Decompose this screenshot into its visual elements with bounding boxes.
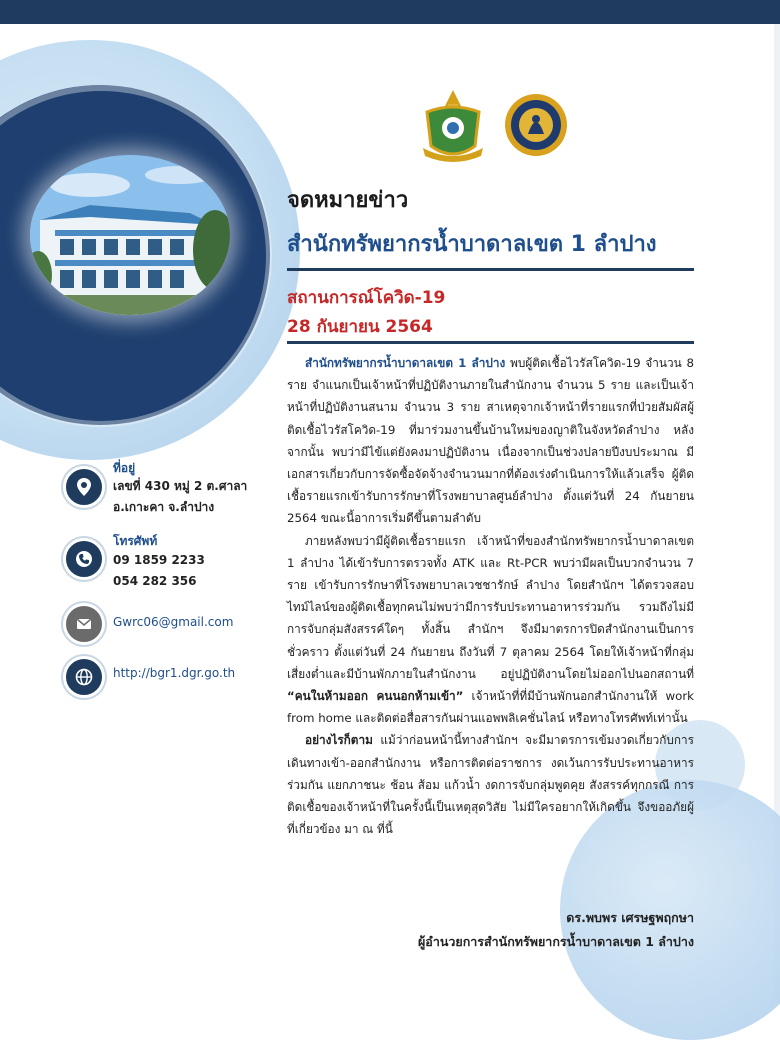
signatory-name: ดร.พบพร เศรษฐพฤกษา [566,910,694,925]
address-line: เลขที่ 430 หมู่ 2 ต.ศาลา [113,479,248,493]
crest-logo [415,88,491,164]
paragraph-text: พบผู้ติดเชื้อไวรัสโควิด-19 จำนวน 8 ราย จำแนกเป็นเจ้าหน้าที่ปฏิบัติงานภายในสำนักงาน จำนวน 5 ราย และเป็นเจ้าหน้าที่ปฏิบัติงานสนาม จำนวน 3 ราย สาเหตุจากเจ้าหน้าที่รายแรกที่ป่วยสัมผัสผู้ติดเชื้อไวรัสโควิด-19 ที่มาร่วมงานขึ้นบ้านใหม่ของญาติในจังหวัดลำปาง หลังจากนั้น พบว่ามีไข้แต่ยังคงมาปฏิบัติงาน เนื่องจากเป็นช่วงปลายปีงบประมาณ มีเอกสารเกี่ยวกับการจัดซื้อจัดจ้างจำนวนมากที่ต้องเร่งดำเนินการให้แล้วเสร็จ ผู้ติดเชื้อรายแรกเข้ารับการรักษาที่โรงพยาบาลศูนย์ลำปาง ตั้งแต่วันที่ 24 กันยายน 2564 ขณะนี้อาการเริ่มดีขึ้นตามลำดับ [287,356,694,526]
location-pin-icon [63,466,105,508]
email-icon [63,603,105,645]
globe-icon [63,656,105,698]
phone-label: โทรศัพท์ [113,534,158,548]
paragraph-text: ภายหลังพบว่ามีผู้ติดเชื้อรายแรก เจ้าหน้าที่ของสำนักทรัพยากรน้ำบาดาลเขต 1 ลำปาง ได้เข้ารับการตรวจทั้ง ATK และ Rt-PCR พบว่ามีผลเป็นบวกจำนวน 7 ราย เข้ารับการรักษาที่โรงพยาบาลเวชชารักษ์ ลำปาง โดยสำนักฯ ได้ตรวจสอบไทม์ไลน์ของผู้ติดเชื้อทุกคนไม่พบว่ามีการรับประทานอาหารร่วมกัน รวมถึงไม่มีการจับกลุ่มสังสรรค์ใดๆ ทั้งสิ้น สำนักฯ จึงมีมาตรการปิดสำนักงานเป็นการชั่วคราว ตั้งแต่วันที่ 24 กันยายน ถึงวันที่ 7 ตุลาคม 2564 โดยให้เจ้าหน้าที่กลุ่มเสี่ยงต่ำและมีบ้านพักภายในสำนักงาน อยู่ปฏิบัติงานโดยไม่ออกไปนอกสถานที่ [287,533,694,681]
divider [287,341,694,344]
phone-number: 09 1859 2233 [113,553,205,567]
situation-heading: สถานการณ์โควิด-19 [287,288,446,308]
article-body [287,352,694,840]
department-seal-logo [503,92,569,158]
signatory-position: ผู้อำนวยการสำนักทรัพยากรน้ำบาดาลเขต 1 ลำปาง [417,934,694,949]
address-label: ที่อยู่ [113,461,136,475]
email-link[interactable]: Gwrc06@gmail.com [113,615,234,629]
newsletter-title: จดหมายข่าว [287,188,409,213]
office-building-photo [30,155,230,315]
phone-icon [63,538,105,580]
paragraph-lead: สำนักทรัพยากรน้ำบาดาลเขต 1 ลำปาง [305,356,506,370]
divider [287,268,694,271]
paragraph-3 [287,729,694,840]
paragraph-text: เจ้าหน้าที่ที่มีบ้านพักนอกสำนักงานให้ work from home และติดต่อสื่อสารกันผ่านแอพพลิเคชั่นไลน์ หรือทางโทรศัพท์เท่านั้น [287,689,694,726]
paragraph-lead: อย่างไรก็ตาม [305,733,373,748]
office-name-heading: สำนักทรัพยากรน้ำบาดาลเขต 1 ลำปาง [287,232,657,257]
phone-number: 054 282 356 [113,574,197,588]
paragraph-text: แม้ว่าก่อนหน้านี้ทางสำนักฯ จะมีมาตรการเข้มงวดเกี่ยวกับการเดินทางเข้า-ออกสำนักงาน หรือการติดต่อราชการ งดเว้นการรับประทานอาหารร่วมกัน แยกภาชนะ ช้อน ส้อม แก้วน้ำ งดการจับกลุ่มพูดคุย สังสรรค์ทุกกรณี การติดเชื้อของเจ้าหน้าที่ในครั้งนี้เป็นเหตุสุดวิสัย ไม่มีใครอยากให้เกิดขึ้น จึงขออภัยผู้ที่เกี่ยวข้อง มา ณ ที่นี้ [287,733,694,837]
address-line: อ.เกาะคา จ.ลำปาง [113,500,215,514]
report-date: 28 กันยายน 2564 [287,317,433,337]
top-bar [0,0,780,24]
website-link[interactable]: http://bgr1.dgr.go.th [113,666,236,680]
paragraph-2 [287,530,694,730]
paragraph-1 [287,352,694,530]
slogan-quote: “คนในห้ามออก คนนอกห้ามเข้า” [287,689,464,704]
